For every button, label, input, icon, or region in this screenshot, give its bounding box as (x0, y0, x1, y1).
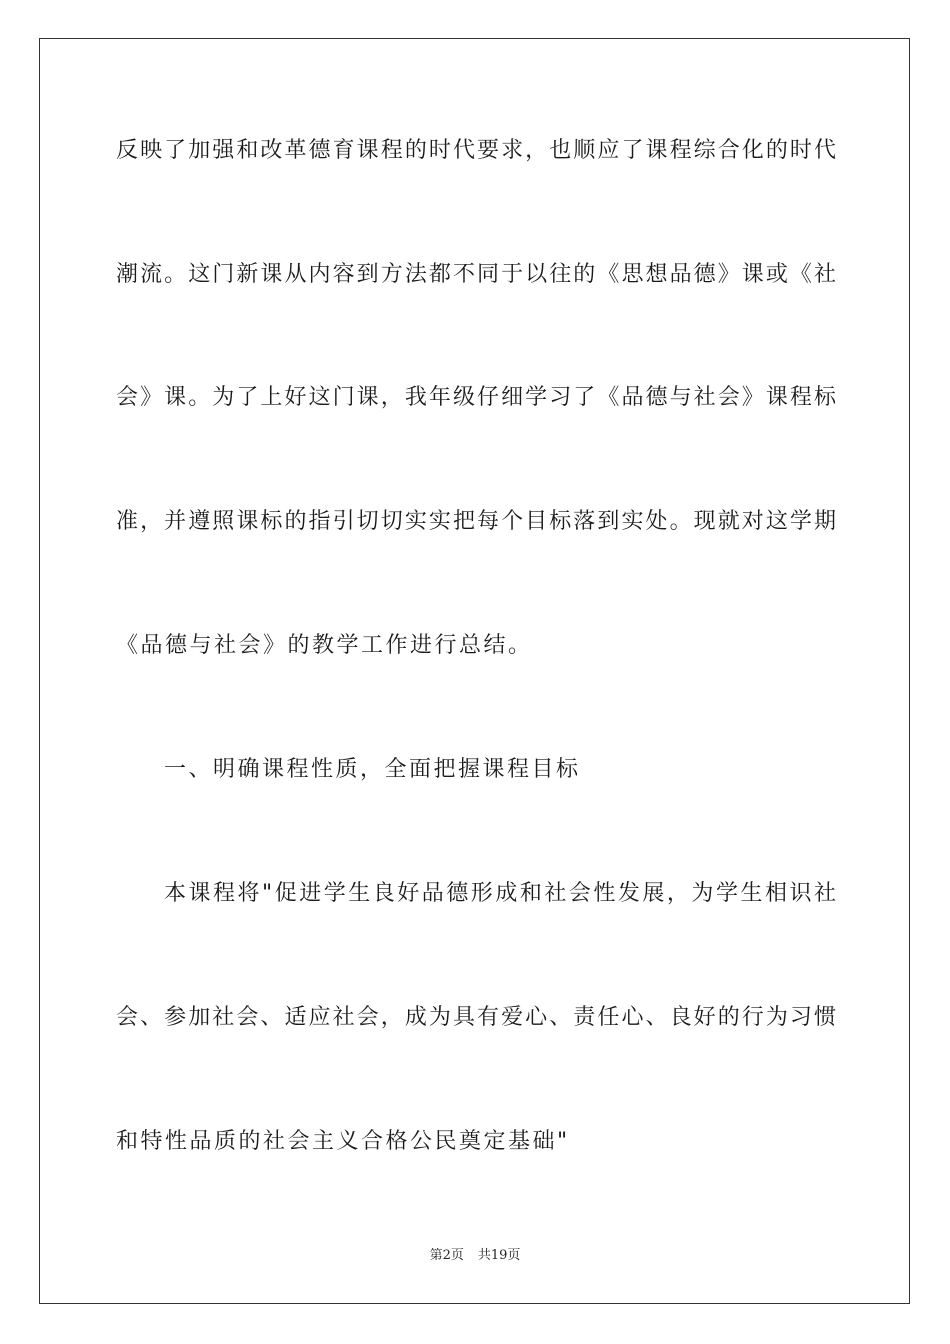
body-text-line-3: 会》课。为了上好这门课，我年级仔细学习了《品德与社会》课程标 (116, 385, 836, 410)
body-text-line-6: 本课程将"促进学生良好品德形成和社会性发展，为学生相识社 (164, 881, 836, 906)
body-text-line-4: 准，并遵照课标的指引切切实实把每个目标落到实处。现就对这学期 (116, 509, 836, 534)
body-text-line-5: 《品德与社会》的教学工作进行总结。 (116, 633, 533, 658)
page-total: 共19页 (477, 1248, 521, 1263)
body-text-line-8: 和特性品质的社会主义合格公民奠定基础" (116, 1129, 570, 1154)
page-footer (0, 1247, 950, 1265)
body-text-line-2: 潮流。这门新课从内容到方法都不同于以往的《思想品德》课或《社 (116, 262, 836, 287)
section-heading: 一、明确课程性质，全面把握课程目标 (164, 757, 581, 782)
page-number: 第2页 (429, 1248, 464, 1263)
body-text-line-7: 会、参加社会、适应社会，成为具有爱心、责任心、良好的行为习惯 (116, 1005, 836, 1030)
body-text-line-1: 反映了加强和改革德育课程的时代要求，也顺应了课程综合化的时代 (116, 138, 836, 163)
page-border (39, 38, 910, 1304)
